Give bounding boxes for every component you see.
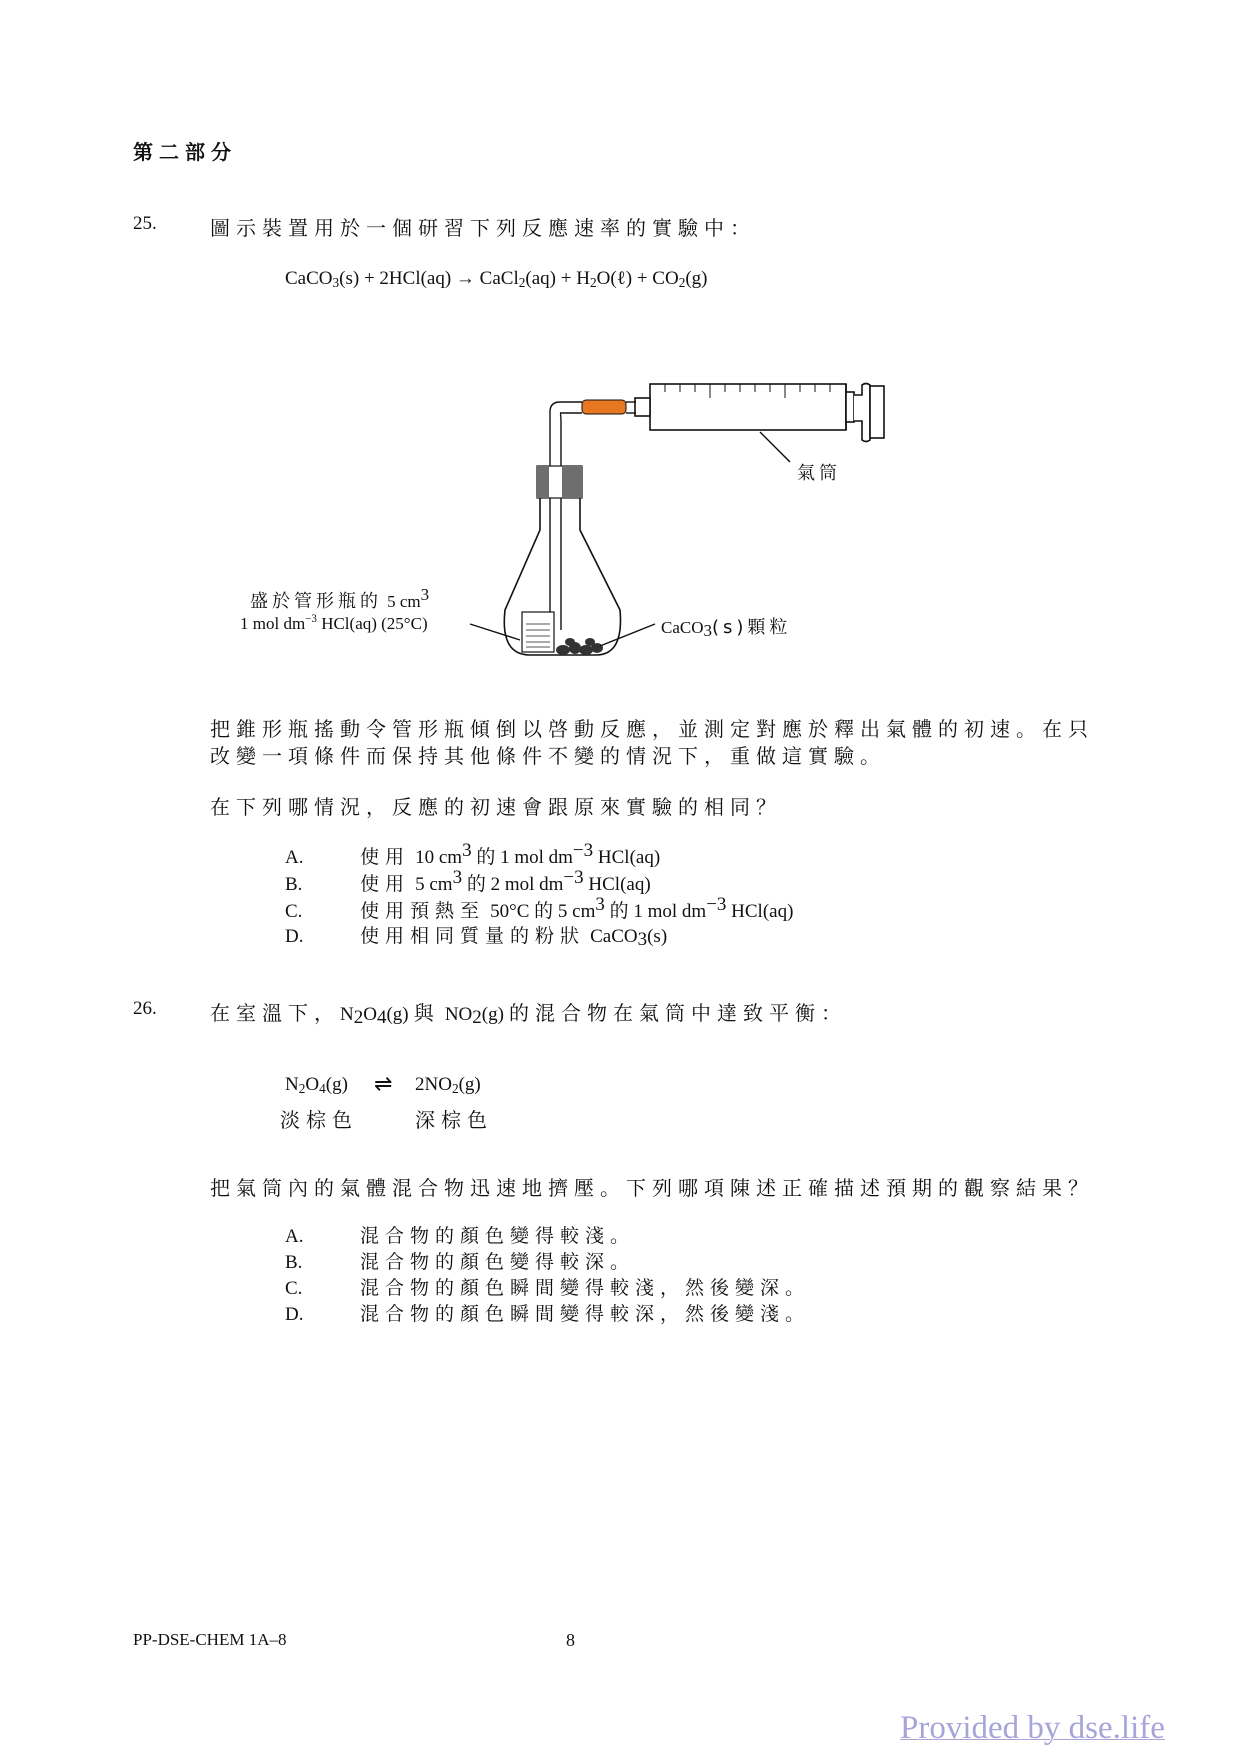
watermark-link[interactable]: Provided by dse.life (900, 1710, 1165, 1746)
delivery-tube (550, 402, 636, 630)
q25-option-b: B. 使用 5 $cm^3$ 的 2 mol $dm^{-3}$ HCl(aq) (285, 867, 651, 895)
question-25-number: 25. (133, 213, 157, 234)
q26-option-b: B. 混合物的顏色變得較深。 (285, 1251, 636, 1273)
syringe-label-line (760, 432, 790, 462)
tube-pointer-line (470, 624, 520, 640)
q25-option-a: A. 使用 10 $cm^3$ 的 1 mol $dm^{-3}$ HCl(aq) (285, 840, 661, 868)
stopper (537, 466, 582, 498)
sample-tube (522, 612, 554, 652)
reaction-equation: CaCO$_3$(s) + 2HCl(aq) → CaCl$_2$(aq) + $H_2O(\ell) + CO_2(g)$ (285, 268, 708, 290)
paragraph-line-2: 改變一項條件而保持其他條件不變的情況下，重做這實驗。 (210, 744, 886, 768)
tube-label-line1: 盛於管形瓶的 5 $cm^3$ (250, 585, 430, 612)
q26-option-d: D. 混合物的顏色瞬間變得較深，然後變淺。 (285, 1303, 811, 1325)
granules-label: CaCO$_3$(s)顆粒 (661, 617, 792, 640)
color-left: 淡棕色 (280, 1108, 358, 1132)
q26-option-c: C. 混合物的顏色瞬間變得較淺，然後變深。 (285, 1277, 811, 1299)
q25-option-c: C. 使用預熱至 50°C 的 5 $cm^3$ 的 1 mol $dm^{-3}$ HCl(aq) (285, 894, 794, 922)
q25-option-d: D. 使用相同質量的粉狀 CaCO$_3$(s) (285, 925, 668, 950)
question-25-prompt: 在下列哪情況，反應的初速會跟原來實驗的相同？ (210, 795, 782, 819)
syringe (635, 384, 884, 442)
question-25-intro: 圖示裝置用於一個研習下列反應速率的實驗中： (210, 216, 756, 240)
tube-label-line2: 1 mol $dm^{-3}$ HCl(aq) (25°C) (240, 613, 428, 633)
question-26-number: 26. (133, 998, 157, 1019)
q26-option-a: A. 混合物的顏色變得較淺。 (285, 1225, 636, 1247)
question-26-intro: 在室溫下，$N_2O_4(g)$ 與 $NO_2(g)$ 的混合物在氣筒中達致平衡： (210, 1001, 848, 1028)
paragraph-line-1: 把錐形瓶搖動令管形瓶傾倒以啓動反應，並測定對應於釋出氣體的初速。在只 (210, 717, 1094, 741)
equilibrium-right: $2NO_2(g)$ (415, 1074, 481, 1096)
equilibrium-left: $N_2O_4(g)$ (285, 1074, 348, 1096)
section-title: 第二部分 (133, 140, 237, 164)
page-number: 8 (566, 1630, 575, 1650)
granules-pointer-line (600, 624, 655, 646)
rubber-tubing (582, 400, 626, 414)
question-26-prompt: 把氣筒內的氣體混合物迅速地擠壓。下列哪項陳述正確描述預期的觀察結果？ (210, 1176, 1094, 1200)
caco3-granules (556, 638, 603, 655)
apparatus-diagram (0, 0, 1240, 700)
color-right: 深棕色 (415, 1108, 493, 1132)
footer-code: PP-DSE-CHEM 1A–8 (133, 1630, 287, 1649)
equilibrium-arrow: ⇌ (374, 1071, 393, 1096)
syringe-label: 氣筒 (797, 463, 841, 484)
